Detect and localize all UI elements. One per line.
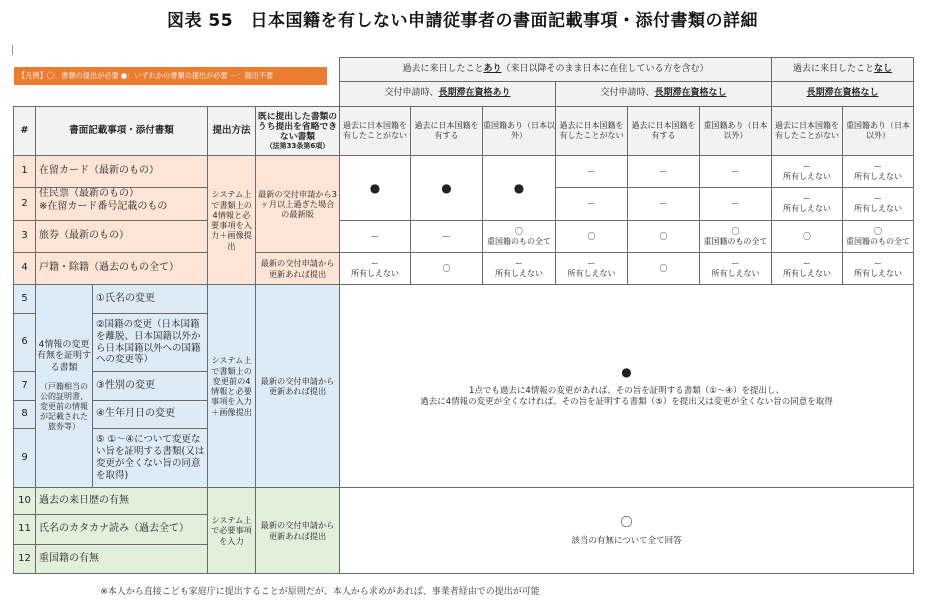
row-num: 8 bbox=[13, 400, 36, 429]
row-num: 2 bbox=[13, 187, 36, 221]
row-item: 旅券（最新のもの） bbox=[35, 220, 208, 253]
header-group-visited: 過去に来日したこと あり （来日以降そのまま日本に在住している方を含む） bbox=[339, 57, 772, 82]
header-sub-long-stay-no: 交付申請時、 長期滞在資格なし bbox=[555, 81, 772, 107]
header-col-2: 過去に日本国籍を有する bbox=[410, 106, 483, 156]
row-num: 3 bbox=[13, 220, 36, 253]
margin-mark bbox=[12, 45, 13, 55]
omit-condition: 最新の交付申請から更新あれば提出 bbox=[255, 284, 340, 488]
merged-requirement-answers: 〇 該当の有無について全て回答 bbox=[339, 487, 914, 574]
mark-cell: 〇 重国籍のもの全て bbox=[482, 220, 556, 253]
merged-requirement-4-info: ● 1点でも過去に4情報の変更があれば、その旨を証明する書類（①～④）を提出し、 過去に4情報の変更が全くなければ、その旨を証明する書類（⑤）を提出又は変更が全くない旨の同意を取得 bbox=[339, 284, 914, 488]
row-num: 10 bbox=[13, 487, 36, 515]
mark-cell: ー bbox=[555, 187, 628, 221]
header-group-not-visited: 過去に来日したこと なし bbox=[771, 57, 914, 82]
row-num: 6 bbox=[13, 313, 36, 372]
submission-method: システム上で書類上の4情報と必要事項を入力＋画像提出 bbox=[207, 155, 256, 285]
header-col-1: 過去に日本国籍を有したことがない bbox=[339, 106, 411, 156]
legend-banner: 【凡例】〇：書類の提出が必要 ●：いずれかの書類の提出が必要 ー：提出不要 bbox=[14, 67, 327, 85]
mark-cell: 〇 bbox=[627, 252, 700, 285]
header-item: 書面記載事項・添付書類 bbox=[35, 106, 208, 156]
header-sub-no-visit-long-stay-no: 長期滞在資格なし bbox=[771, 81, 914, 107]
header-col-3: 重国籍あり（日本以外） bbox=[482, 106, 556, 156]
submission-method: システム上で書類上の変更前の4情報と必要事項を入力＋画像提出 bbox=[207, 284, 256, 488]
mark-cell: ー 所有しえない bbox=[482, 252, 556, 285]
header-omit-sub: （法第33条第6項） bbox=[265, 142, 330, 151]
group-label-4-info: 4情報の変更有無を証明する書類 （戸籍相当の公的証明書、変更前の情報が記載された旅券等） bbox=[35, 284, 93, 488]
header-sub-long-stay-yes: 交付申請時、 長期滞在資格あり bbox=[339, 81, 556, 107]
row-item: ⑤ ①～④について変更ない旨を証明する書類(又は変更が全くない旨の同意を取得) bbox=[92, 428, 208, 488]
mark-any-required: ● bbox=[410, 155, 483, 221]
header-method: 提出方法 bbox=[207, 106, 256, 156]
omit-condition: 最新の交付申請から更新あれば提出 bbox=[255, 252, 340, 285]
mark-cell: 〇 重国籍のもの全て bbox=[699, 220, 772, 253]
row-num: 9 bbox=[13, 428, 36, 488]
mark-any-required: ● bbox=[621, 364, 632, 379]
mark-cell: ー bbox=[555, 155, 628, 188]
mark-cell: ー 所有しえない bbox=[555, 252, 628, 285]
mark-cell: ー 所有しえない bbox=[842, 187, 914, 221]
mark-cell: ー bbox=[410, 220, 483, 253]
row-num: 11 bbox=[13, 514, 36, 545]
mark-required: 〇 bbox=[620, 514, 633, 529]
header-col-8: 重国籍あり（日本以外） bbox=[842, 106, 914, 156]
mark-cell: ー bbox=[627, 155, 700, 188]
footnote: ※本人から直接こども家庭庁に提出することが原則だが、本人から求めがあれば、事業者経由での提出が可能 bbox=[100, 587, 540, 597]
row-item: ③性別の変更 bbox=[92, 371, 208, 401]
mark-cell: ー bbox=[699, 155, 772, 188]
mark-cell: ー 所有しえない bbox=[842, 155, 914, 188]
header-num: # bbox=[13, 106, 36, 156]
mark-cell: ー 所有しえない bbox=[339, 252, 411, 285]
header-col-6: 重国籍あり（日本以外） bbox=[699, 106, 772, 156]
row-item: ④生年月日の変更 bbox=[92, 400, 208, 429]
mark-cell: ー bbox=[627, 187, 700, 221]
header-omit-main: 既に提出した書類のうち提出を省略できない書類 bbox=[257, 111, 338, 143]
mark-any-required: ● bbox=[482, 155, 556, 221]
mark-cell: ー 所有しえない bbox=[699, 252, 772, 285]
row-item: 過去の来日歴の有無 bbox=[35, 487, 208, 515]
row-num: 12 bbox=[13, 544, 36, 574]
header-omit bbox=[255, 106, 340, 156]
row-item: 在留カード（最新のもの） bbox=[35, 155, 208, 188]
mark-cell: 〇 bbox=[555, 220, 628, 253]
row-num: 7 bbox=[13, 371, 36, 401]
omit-condition: 最新の交付申請から3ヶ月以上過ぎた場合の最新版 bbox=[255, 155, 340, 253]
omit-condition: 最新の交付申請から更新あれば提出 bbox=[255, 487, 340, 574]
header-col-4: 過去に日本国籍を有したことがない bbox=[555, 106, 628, 156]
row-item: ①氏名の変更 bbox=[92, 284, 208, 314]
mark-any-required: ● bbox=[339, 155, 411, 221]
row-item: 住民票（最新のもの） ※在留カード番号記載のもの bbox=[35, 187, 208, 221]
mark-cell: ー 所有しえない bbox=[771, 187, 843, 221]
mark-cell: 〇 bbox=[627, 220, 700, 253]
mark-cell: 〇 bbox=[771, 220, 843, 253]
mark-cell: 〇 重国籍のもの全て bbox=[842, 220, 914, 253]
header-col-5: 過去に日本国籍を有する bbox=[627, 106, 700, 156]
row-item: 戸籍・除籍（過去のもの全て） bbox=[35, 252, 208, 285]
mark-cell: ー 所有しえない bbox=[842, 252, 914, 285]
row-num: 5 bbox=[13, 284, 36, 314]
page-title: 図表 55 日本国籍を有しない申請従事者の書面記載事項・添付書類の詳細 bbox=[166, 11, 759, 31]
mark-cell: ー 所有しえない bbox=[771, 252, 843, 285]
row-item: 氏名のカタカナ読み（過去全て） bbox=[35, 514, 208, 545]
row-num: 4 bbox=[13, 252, 36, 285]
mark-cell: 〇 bbox=[410, 252, 483, 285]
row-item: ②国籍の変更（日本国籍を離脱、日本国籍以外から日本国籍以外への国籍への変更等） bbox=[92, 313, 208, 372]
mark-cell: ー bbox=[699, 187, 772, 221]
mark-cell: ー bbox=[339, 220, 411, 253]
submission-method: システム上で必要事項を入力 bbox=[207, 487, 256, 574]
mark-cell: ー 所有しえない bbox=[771, 155, 843, 188]
row-item: 重国籍の有無 bbox=[35, 544, 208, 574]
header-col-7: 過去に日本国籍を有したことがない bbox=[771, 106, 843, 156]
row-num: 1 bbox=[13, 155, 36, 188]
